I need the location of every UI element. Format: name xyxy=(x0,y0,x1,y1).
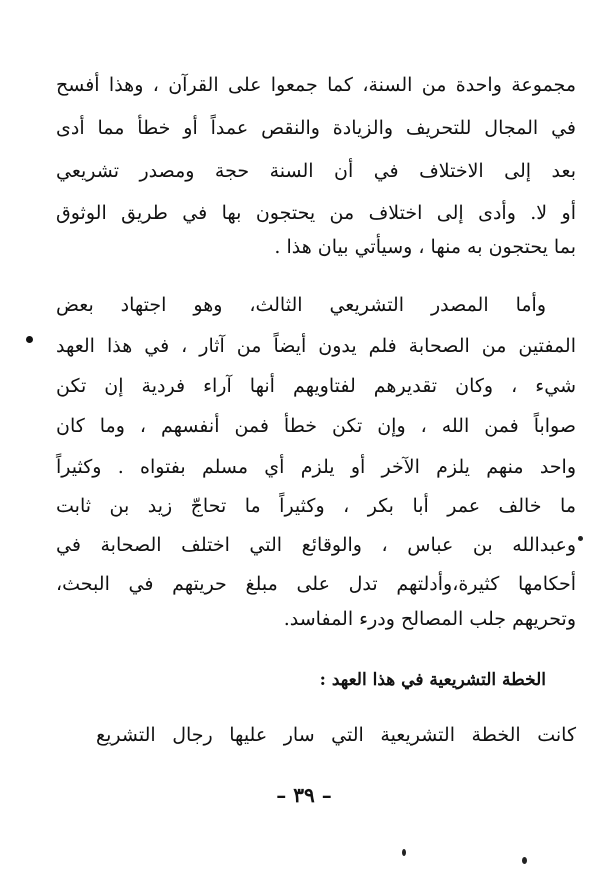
scan-speck xyxy=(402,849,406,856)
scan-speck xyxy=(578,536,583,541)
paragraph-2-line-3: شيء ، وكان تقديرهم لفتاويهم أنها آراء فردية إن تكن xyxy=(56,375,576,397)
paragraph-1-line-1: مجموعة واحدة من السنة، كما جمعوا على القرآن ، وهذا أفسح xyxy=(56,74,576,96)
paragraph-2-line-6: ما خالف عمر أبا بكر ، وكثيراً ما تحاجّ زيد بن ثابت xyxy=(56,495,576,517)
paragraph-1-line-3: بعد إلى الاختلاف في أن السنة حجة ومصدر تشريعي xyxy=(56,160,576,182)
page-number: – ٣٩ – xyxy=(276,783,332,807)
paragraph-2-line-8: أحكامها كثيرة،وأدلتهم تدل على مبلغ حريتهم في البحث، xyxy=(56,573,576,595)
paragraph-1-line-4: أو لا. وأدى إلى اختلاف من يحتجون بها في طريق الوثوق xyxy=(56,202,576,224)
paragraph-2-line-9: وتحريهم جلب المصالح ودرء المفاسد. xyxy=(283,608,576,630)
paragraph-2-line-2: المفتين من الصحابة فلم يدون أيضاً من آثار ، في هذا العهد xyxy=(56,335,576,357)
section-heading: الخطة التشريعية في هذا العهد : xyxy=(319,670,546,690)
paragraph-3-line-1: كانت الخطة التشريعية التي سار عليها رجال التشريع xyxy=(96,724,576,746)
paragraph-2-line-1: وأما المصدر التشريعي الثالث، وهو اجتهاد بعض xyxy=(56,294,546,316)
paragraph-2-line-7: وعبدالله بن عباس ، والوقائع التي اختلف الصحابة في xyxy=(56,534,576,556)
scan-speck xyxy=(522,857,527,864)
paragraph-1-line-2: في المجال للتحريف والزيادة والنقص عمداً أو خطأ مما أدى xyxy=(56,117,576,139)
margin-mark xyxy=(26,336,33,343)
paragraph-2-line-5: واحد منهم يلزم الآخر أو يلزم أي مسلم بفتواه . وكثيراً xyxy=(56,456,576,478)
paragraph-2-line-4: صواباً فمن الله ، وإن تكن خطأ فمن أنفسهم ، وما كان xyxy=(56,415,576,437)
paragraph-1-line-5: بما يحتجون به منها ، وسيأتي بيان هذا . xyxy=(274,236,576,258)
